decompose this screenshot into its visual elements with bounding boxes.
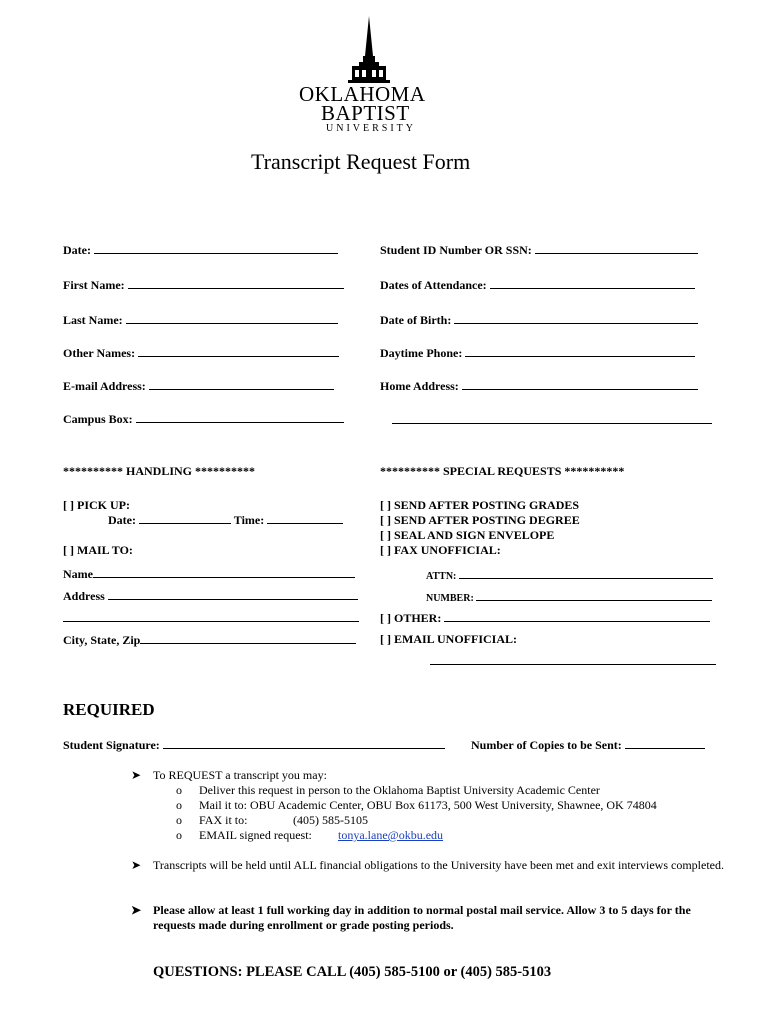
mail-to-option[interactable]: [ ] MAIL TO: bbox=[63, 543, 133, 557]
instruction-option-text: Deliver this request in person to the Oklahoma Baptist University Academic Center bbox=[199, 783, 600, 797]
pickup-datetime[interactable] bbox=[108, 512, 343, 528]
arrow-bullet-icon: ➤ bbox=[131, 768, 142, 782]
instructions-intro bbox=[131, 768, 657, 783]
pickup-option[interactable]: [ ] PICK UP: bbox=[63, 498, 130, 512]
copies-field[interactable] bbox=[471, 737, 705, 753]
date-line[interactable] bbox=[94, 242, 338, 254]
fax-number-field[interactable] bbox=[426, 590, 712, 604]
instruction-option bbox=[131, 783, 657, 798]
other-names-field[interactable] bbox=[63, 345, 339, 361]
logo-line-oklahoma: OKLAHOMA bbox=[299, 82, 426, 106]
dates-attendance-field[interactable] bbox=[380, 277, 695, 293]
circle-bullet-icon: o bbox=[176, 798, 182, 812]
fax-number: (405) 585-5105 bbox=[293, 813, 368, 827]
questions-contact: QUESTIONS: PLEASE CALL (405) 585-5100 or (405) 585-5103 bbox=[153, 964, 552, 980]
home-address-line-2[interactable] bbox=[392, 423, 712, 424]
first-name-label: First Name: bbox=[63, 278, 125, 292]
mail-address-label: Address bbox=[63, 589, 105, 603]
instruction-option-fax bbox=[131, 813, 657, 828]
first-name-field[interactable] bbox=[63, 277, 344, 293]
campus-box-label: Campus Box: bbox=[63, 412, 133, 426]
special-requests-heading: ********** SPECIAL REQUESTS ********** bbox=[380, 464, 625, 478]
fax-number-label: NUMBER: bbox=[426, 593, 474, 604]
fax-attn-line[interactable] bbox=[459, 568, 713, 579]
dob-label: Date of Birth: bbox=[380, 313, 452, 327]
pickup-time-label: Time: bbox=[233, 513, 265, 527]
fax-attn-label: ATTN: bbox=[426, 571, 457, 582]
special-send-after-degree[interactable]: [ ] SEND AFTER POSTING DEGREE bbox=[380, 513, 580, 527]
home-address-label: Home Address: bbox=[380, 379, 459, 393]
last-name-line[interactable] bbox=[126, 312, 338, 324]
home-address-field[interactable] bbox=[380, 378, 698, 394]
signature-label: Student Signature: bbox=[63, 738, 160, 752]
email-field[interactable] bbox=[63, 378, 334, 394]
last-name-field[interactable] bbox=[63, 312, 338, 328]
processing-note-text: Please allow at least 1 full working day in addition to normal postal mail service. Allow 3 to 5 days for the requests made during enrollment or grade posting periods. bbox=[153, 903, 691, 932]
circle-bullet-icon: o bbox=[176, 828, 182, 842]
instruction-option-email bbox=[131, 828, 657, 843]
dates-attendance-line[interactable] bbox=[490, 277, 695, 289]
signature-field[interactable] bbox=[63, 737, 445, 753]
mail-name-line[interactable] bbox=[93, 566, 355, 578]
date-label: Date: bbox=[63, 243, 91, 257]
student-id-field[interactable] bbox=[380, 242, 698, 258]
arrow-bullet-icon: ➤ bbox=[131, 903, 142, 917]
instruction-option bbox=[131, 798, 657, 813]
campus-box-line[interactable] bbox=[136, 411, 344, 423]
special-email-unofficial[interactable]: [ ] EMAIL UNOFFICIAL: bbox=[380, 632, 517, 646]
copies-line[interactable] bbox=[625, 737, 705, 749]
signature-line[interactable] bbox=[163, 737, 445, 749]
special-other-label: [ ] OTHER: bbox=[380, 611, 442, 625]
mail-name-label: Name bbox=[63, 567, 93, 581]
logo-line-baptist: BAPTIST bbox=[321, 101, 410, 125]
logo-line-university: UNIVERSITY bbox=[326, 123, 416, 134]
mail-city-label: City, State, Zip bbox=[63, 633, 141, 647]
campus-box-field[interactable] bbox=[63, 411, 344, 427]
daytime-phone-label: Daytime Phone: bbox=[380, 346, 463, 360]
special-fax-unofficial[interactable]: [ ] FAX UNOFFICIAL: bbox=[380, 543, 501, 557]
student-id-line[interactable] bbox=[535, 242, 698, 254]
special-send-after-grades[interactable]: [ ] SEND AFTER POSTING GRADES bbox=[380, 498, 580, 512]
fax-attn-field[interactable] bbox=[426, 568, 713, 582]
mail-address-line[interactable] bbox=[108, 588, 358, 600]
mail-name-field[interactable] bbox=[63, 566, 355, 582]
instructions-intro-text: To REQUEST a transcript you may: bbox=[153, 768, 327, 782]
circle-bullet-icon: o bbox=[176, 813, 182, 827]
financial-note-text: Transcripts will be held until ALL financial obligations to the University have been met and exit interviews completed. bbox=[153, 858, 724, 872]
special-seal-sign[interactable]: [ ] SEAL AND SIGN ENVELOPE bbox=[380, 528, 555, 542]
mail-address-line-2[interactable] bbox=[63, 621, 359, 622]
request-instructions bbox=[131, 768, 657, 843]
mail-address-field[interactable] bbox=[63, 588, 358, 604]
handling-heading: ********** HANDLING ********** bbox=[63, 464, 256, 478]
circle-bullet-icon: o bbox=[176, 783, 182, 797]
mail-city-line[interactable] bbox=[140, 632, 356, 644]
instruction-option-text: Mail it to: OBU Academic Center, OBU Box 61173, 500 West University, Shawnee, OK 74804 bbox=[199, 798, 657, 812]
financial-note bbox=[131, 858, 731, 873]
dob-line[interactable] bbox=[454, 312, 698, 324]
last-name-label: Last Name: bbox=[63, 313, 123, 327]
pickup-time-line[interactable] bbox=[267, 512, 343, 524]
email-line[interactable] bbox=[149, 378, 334, 390]
processing-note bbox=[131, 903, 731, 933]
student-id-label: Student ID Number OR SSN: bbox=[380, 243, 532, 257]
email-request-label: EMAIL signed request: bbox=[199, 828, 312, 842]
daytime-phone-field[interactable] bbox=[380, 345, 695, 361]
email-link[interactable]: tonya.lane@okbu.edu bbox=[338, 828, 444, 842]
first-name-line[interactable] bbox=[128, 277, 344, 289]
other-names-label: Other Names: bbox=[63, 346, 136, 360]
dob-field[interactable] bbox=[380, 312, 698, 328]
daytime-phone-line[interactable] bbox=[465, 345, 695, 357]
required-heading: REQUIRED bbox=[63, 700, 155, 719]
email-label: E-mail Address: bbox=[63, 379, 146, 393]
form-title: Transcript Request Form bbox=[251, 149, 471, 174]
mail-city-field[interactable] bbox=[63, 632, 356, 648]
special-other-line[interactable] bbox=[444, 610, 710, 622]
copies-label: Number of Copies to be Sent: bbox=[471, 738, 622, 752]
pickup-date-label: Date: bbox=[108, 513, 136, 527]
pickup-date-line[interactable] bbox=[139, 512, 231, 524]
dates-attendance-label: Dates of Attendance: bbox=[380, 278, 487, 292]
fax-number-line[interactable] bbox=[476, 590, 712, 601]
fax-label: FAX it to: bbox=[199, 813, 248, 827]
arrow-bullet-icon: ➤ bbox=[131, 858, 142, 872]
special-other-field[interactable] bbox=[380, 610, 710, 626]
email-unofficial-line[interactable] bbox=[430, 664, 716, 665]
university-logo-icon bbox=[346, 14, 392, 84]
date-field[interactable] bbox=[63, 242, 338, 258]
other-names-line[interactable] bbox=[138, 345, 339, 357]
home-address-line[interactable] bbox=[462, 378, 698, 390]
